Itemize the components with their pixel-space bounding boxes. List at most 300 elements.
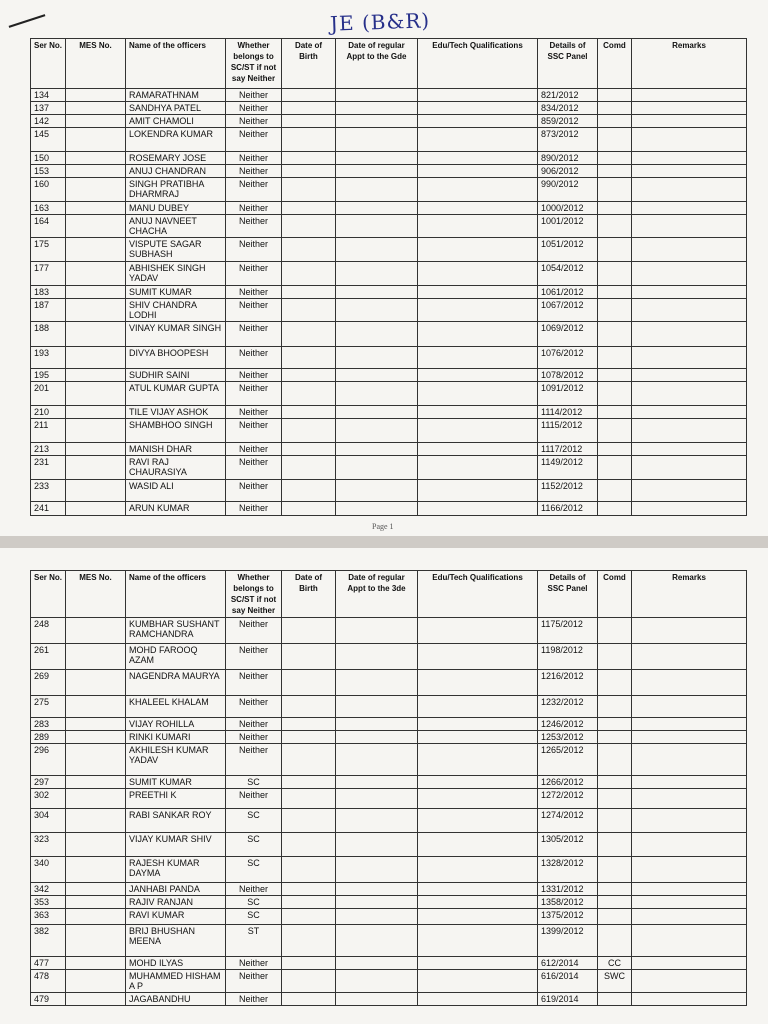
appt-date-cell — [336, 347, 418, 369]
appt-date-cell — [336, 102, 418, 115]
remarks-cell — [632, 696, 747, 718]
remarks-cell — [632, 89, 747, 102]
dob-cell — [282, 382, 336, 406]
qualification-cell — [418, 262, 538, 286]
table-row — [31, 286, 747, 299]
table-row — [31, 178, 747, 202]
ser-cell: 201 — [31, 382, 66, 406]
table-row — [31, 299, 747, 322]
ssc-panel-cell: 1076/2012 — [538, 347, 598, 369]
ser-cell: 175 — [31, 238, 66, 262]
mes-no-cell — [66, 993, 126, 1006]
category-cell: Neither — [226, 644, 282, 670]
qualification-cell — [418, 89, 538, 102]
category-cell: Neither — [226, 718, 282, 731]
table-row — [31, 970, 747, 993]
mes-no-cell — [66, 322, 126, 347]
table-row — [31, 789, 747, 809]
remarks-cell — [632, 178, 747, 202]
officer-name-cell: RAMARATHNAM — [126, 89, 226, 102]
officer-name-cell: RAVI KUMAR — [126, 909, 226, 925]
ser-cell: 163 — [31, 202, 66, 215]
pen-mark — [9, 14, 46, 28]
mes-no-cell — [66, 789, 126, 809]
dob-cell — [282, 970, 336, 993]
category-cell: Neither — [226, 299, 282, 322]
category-cell: Neither — [226, 883, 282, 896]
officer-name-cell: MOHD FAROOQ AZAM — [126, 644, 226, 670]
officer-name-cell: VIJAY KUMAR SHIV — [126, 833, 226, 857]
table-row — [31, 696, 747, 718]
category-cell: Neither — [226, 382, 282, 406]
qualification-cell — [418, 369, 538, 382]
officer-name-cell: PREETHI K — [126, 789, 226, 809]
col-ser-no: Ser No. — [31, 571, 66, 618]
category-cell: Neither — [226, 480, 282, 502]
dob-cell — [282, 670, 336, 696]
officer-name-cell: VINAY KUMAR SINGH — [126, 322, 226, 347]
dob-cell — [282, 857, 336, 883]
ser-cell: 382 — [31, 925, 66, 957]
ssc-panel-cell: 612/2014 — [538, 957, 598, 970]
ssc-panel-cell: 1399/2012 — [538, 925, 598, 957]
dob-cell — [282, 896, 336, 909]
officer-name-cell: ATUL KUMAR GUPTA — [126, 382, 226, 406]
category-cell: Neither — [226, 456, 282, 480]
col-dob: Date of Birth — [282, 39, 336, 89]
ser-cell: 134 — [31, 89, 66, 102]
dob-cell — [282, 347, 336, 369]
table-row — [31, 909, 747, 925]
col-name: Name of the officers — [126, 39, 226, 89]
dob-cell — [282, 789, 336, 809]
remarks-cell — [632, 925, 747, 957]
mes-no-cell — [66, 202, 126, 215]
qualification-cell — [418, 480, 538, 502]
comd-cell — [598, 322, 632, 347]
table-row — [31, 480, 747, 502]
qualification-cell — [418, 618, 538, 644]
remarks-cell — [632, 833, 747, 857]
remarks-cell — [632, 443, 747, 456]
table-row — [31, 718, 747, 731]
comd-cell — [598, 896, 632, 909]
comd-cell — [598, 809, 632, 833]
remarks-cell — [632, 382, 747, 406]
mes-no-cell — [66, 262, 126, 286]
officer-name-cell: RAJIV RANJAN — [126, 896, 226, 909]
category-cell: SC — [226, 833, 282, 857]
mes-no-cell — [66, 406, 126, 419]
ser-cell: 283 — [31, 718, 66, 731]
table-row — [31, 165, 747, 178]
category-cell: Neither — [226, 731, 282, 744]
qualification-cell — [418, 202, 538, 215]
officer-name-cell: ANUJ NAVNEET CHACHA — [126, 215, 226, 238]
table-row — [31, 925, 747, 957]
dob-cell — [282, 644, 336, 670]
col-ssc-panel: Details of SSC Panel — [538, 39, 598, 89]
qualification-cell — [418, 502, 538, 516]
remarks-cell — [632, 102, 747, 115]
ssc-panel-cell: 906/2012 — [538, 165, 598, 178]
remarks-cell — [632, 480, 747, 502]
remarks-cell — [632, 896, 747, 909]
ssc-panel-cell: 616/2014 — [538, 970, 598, 993]
officer-name-cell: SHAMBHOO SINGH — [126, 419, 226, 443]
mes-no-cell — [66, 369, 126, 382]
dob-cell — [282, 215, 336, 238]
ser-cell: 160 — [31, 178, 66, 202]
ser-cell: 145 — [31, 128, 66, 152]
ser-cell: 193 — [31, 347, 66, 369]
comd-cell — [598, 925, 632, 957]
qualification-cell — [418, 731, 538, 744]
ssc-panel-cell: 1265/2012 — [538, 744, 598, 776]
ssc-panel-cell: 1000/2012 — [538, 202, 598, 215]
qualification-cell — [418, 833, 538, 857]
comd-cell — [598, 744, 632, 776]
category-cell: Neither — [226, 789, 282, 809]
mes-no-cell — [66, 883, 126, 896]
appt-date-cell — [336, 696, 418, 718]
ssc-panel-cell: 1078/2012 — [538, 369, 598, 382]
table-row — [31, 443, 747, 456]
officer-name-cell: KHALEEL KHALAM — [126, 696, 226, 718]
table-row — [31, 896, 747, 909]
mes-no-cell — [66, 502, 126, 516]
ser-cell: 296 — [31, 744, 66, 776]
mes-no-cell — [66, 718, 126, 731]
qualification-cell — [418, 152, 538, 165]
remarks-cell — [632, 970, 747, 993]
col-remarks: Remarks — [632, 571, 747, 618]
table-row — [31, 262, 747, 286]
dob-cell — [282, 443, 336, 456]
ssc-panel-cell: 1067/2012 — [538, 299, 598, 322]
remarks-cell — [632, 644, 747, 670]
table-row — [31, 202, 747, 215]
dob-cell — [282, 776, 336, 789]
remarks-cell — [632, 262, 747, 286]
mes-no-cell — [66, 776, 126, 789]
category-cell: Neither — [226, 89, 282, 102]
remarks-cell — [632, 299, 747, 322]
officer-name-cell: VIJAY ROHILLA — [126, 718, 226, 731]
dob-cell — [282, 419, 336, 443]
dob-cell — [282, 102, 336, 115]
officer-name-cell: ABHISHEK SINGH YADAV — [126, 262, 226, 286]
officer-name-cell: LOKENDRA KUMAR — [126, 128, 226, 152]
comd-cell — [598, 883, 632, 896]
category-cell: Neither — [226, 322, 282, 347]
dob-cell — [282, 883, 336, 896]
col-comd: Comd — [598, 39, 632, 89]
remarks-cell — [632, 776, 747, 789]
dob-cell — [282, 744, 336, 776]
ssc-panel-cell: 1115/2012 — [538, 419, 598, 443]
mes-no-cell — [66, 644, 126, 670]
table-row — [31, 128, 747, 152]
officers-table-page-2 — [30, 570, 747, 1006]
ser-cell: 211 — [31, 419, 66, 443]
mes-no-cell — [66, 299, 126, 322]
appt-date-cell — [336, 128, 418, 152]
mes-no-cell — [66, 925, 126, 957]
ser-cell: 150 — [31, 152, 66, 165]
qualification-cell — [418, 957, 538, 970]
appt-date-cell — [336, 322, 418, 347]
appt-date-cell — [336, 299, 418, 322]
col-qualifications: Edu/Tech Qualifications — [418, 571, 538, 618]
col-appt: Date of regular Appt to the 3de — [336, 571, 418, 618]
remarks-cell — [632, 718, 747, 731]
officer-name-cell: MUHAMMED HISHAM A P — [126, 970, 226, 993]
dob-cell — [282, 262, 336, 286]
ser-cell: 478 — [31, 970, 66, 993]
document-page-2 — [0, 548, 768, 1024]
mes-no-cell — [66, 178, 126, 202]
category-cell: Neither — [226, 128, 282, 152]
comd-cell — [598, 202, 632, 215]
dob-cell — [282, 809, 336, 833]
ssc-panel-cell: 1253/2012 — [538, 731, 598, 744]
col-category: Whether belongs to SC/ST if not say Neither — [226, 571, 282, 618]
category-cell: SC — [226, 896, 282, 909]
ser-cell: 261 — [31, 644, 66, 670]
ser-cell: 142 — [31, 115, 66, 128]
ssc-panel-cell: 1232/2012 — [538, 696, 598, 718]
mes-no-cell — [66, 152, 126, 165]
qualification-cell — [418, 347, 538, 369]
officer-name-cell: MANU DUBEY — [126, 202, 226, 215]
appt-date-cell — [336, 731, 418, 744]
officers-table-page-1 — [30, 38, 747, 516]
comd-cell — [598, 456, 632, 480]
qualification-cell — [418, 419, 538, 443]
mes-no-cell — [66, 102, 126, 115]
table-header-row — [31, 39, 747, 89]
ssc-panel-cell: 1051/2012 — [538, 238, 598, 262]
qualification-cell — [418, 178, 538, 202]
dob-cell — [282, 502, 336, 516]
officer-name-cell: SUDHIR SAINI — [126, 369, 226, 382]
comd-cell — [598, 696, 632, 718]
table-row — [31, 347, 747, 369]
dob-cell — [282, 128, 336, 152]
page-number: Page 1 — [372, 522, 394, 531]
ser-cell: 187 — [31, 299, 66, 322]
ssc-panel-cell: 1246/2012 — [538, 718, 598, 731]
dob-cell — [282, 299, 336, 322]
ssc-panel-cell: 859/2012 — [538, 115, 598, 128]
officer-name-cell: SINGH PRATIBHA DHARMRAJ — [126, 178, 226, 202]
col-category: Whether belongs to SC/ST if not say Neither — [226, 39, 282, 89]
qualification-cell — [418, 896, 538, 909]
appt-date-cell — [336, 857, 418, 883]
remarks-cell — [632, 502, 747, 516]
ser-cell: 289 — [31, 731, 66, 744]
appt-date-cell — [336, 419, 418, 443]
mes-no-cell — [66, 215, 126, 238]
table-row — [31, 382, 747, 406]
ser-cell: 233 — [31, 480, 66, 502]
appt-date-cell — [336, 262, 418, 286]
officer-name-cell: RINKI KUMARI — [126, 731, 226, 744]
comd-cell — [598, 128, 632, 152]
mes-no-cell — [66, 744, 126, 776]
appt-date-cell — [336, 202, 418, 215]
officer-name-cell: AMIT CHAMOLI — [126, 115, 226, 128]
mes-no-cell — [66, 480, 126, 502]
ssc-panel-cell: 834/2012 — [538, 102, 598, 115]
remarks-cell — [632, 347, 747, 369]
appt-date-cell — [336, 670, 418, 696]
comd-cell — [598, 909, 632, 925]
col-ser-no: Ser No. — [31, 39, 66, 89]
mes-no-cell — [66, 696, 126, 718]
table-row — [31, 670, 747, 696]
remarks-cell — [632, 857, 747, 883]
category-cell: Neither — [226, 286, 282, 299]
qualification-cell — [418, 909, 538, 925]
remarks-cell — [632, 909, 747, 925]
qualification-cell — [418, 406, 538, 419]
appt-date-cell — [336, 89, 418, 102]
ssc-panel-cell: 890/2012 — [538, 152, 598, 165]
appt-date-cell — [336, 957, 418, 970]
table-row — [31, 502, 747, 516]
table-row — [31, 993, 747, 1006]
comd-cell — [598, 165, 632, 178]
comd-cell — [598, 152, 632, 165]
comd-cell — [598, 670, 632, 696]
mes-no-cell — [66, 833, 126, 857]
ssc-panel-cell: 1175/2012 — [538, 618, 598, 644]
ssc-panel-cell: 1266/2012 — [538, 776, 598, 789]
qualification-cell — [418, 382, 538, 406]
category-cell: SC — [226, 909, 282, 925]
mes-no-cell — [66, 238, 126, 262]
ser-cell: 275 — [31, 696, 66, 718]
qualification-cell — [418, 322, 538, 347]
comd-cell — [598, 857, 632, 883]
mes-no-cell — [66, 115, 126, 128]
appt-date-cell — [336, 502, 418, 516]
officer-name-cell: RAJESH KUMAR DAYMA — [126, 857, 226, 883]
ssc-panel-cell: 1152/2012 — [538, 480, 598, 502]
mes-no-cell — [66, 347, 126, 369]
remarks-cell — [632, 369, 747, 382]
table-row — [31, 731, 747, 744]
ssc-panel-cell: 1069/2012 — [538, 322, 598, 347]
appt-date-cell — [336, 833, 418, 857]
appt-date-cell — [336, 776, 418, 789]
ssc-panel-cell: 1198/2012 — [538, 644, 598, 670]
ssc-panel-cell: 1331/2012 — [538, 883, 598, 896]
remarks-cell — [632, 419, 747, 443]
dob-cell — [282, 178, 336, 202]
dob-cell — [282, 322, 336, 347]
col-qualifications: Edu/Tech Qualifications — [418, 39, 538, 89]
dob-cell — [282, 369, 336, 382]
appt-date-cell — [336, 480, 418, 502]
ssc-panel-cell: 990/2012 — [538, 178, 598, 202]
remarks-cell — [632, 809, 747, 833]
dob-cell — [282, 925, 336, 957]
qualification-cell — [418, 215, 538, 238]
mes-no-cell — [66, 670, 126, 696]
dob-cell — [282, 909, 336, 925]
officer-name-cell: BRIJ BHUSHAN MEENA — [126, 925, 226, 957]
handwritten-title: JE (B&R) — [329, 8, 431, 36]
ser-cell: 210 — [31, 406, 66, 419]
mes-no-cell — [66, 128, 126, 152]
ser-cell: 183 — [31, 286, 66, 299]
appt-date-cell — [336, 406, 418, 419]
ser-cell: 477 — [31, 957, 66, 970]
ser-cell: 153 — [31, 165, 66, 178]
remarks-cell — [632, 202, 747, 215]
qualification-cell — [418, 456, 538, 480]
appt-date-cell — [336, 993, 418, 1006]
ssc-panel-cell: 821/2012 — [538, 89, 598, 102]
category-cell: Neither — [226, 165, 282, 178]
mes-no-cell — [66, 731, 126, 744]
qualification-cell — [418, 115, 538, 128]
ser-cell: 302 — [31, 789, 66, 809]
remarks-cell — [632, 238, 747, 262]
table-row — [31, 238, 747, 262]
comd-cell — [598, 115, 632, 128]
category-cell: Neither — [226, 152, 282, 165]
officer-name-cell: TILE VIJAY ASHOK — [126, 406, 226, 419]
appt-date-cell — [336, 809, 418, 833]
qualification-cell — [418, 809, 538, 833]
officer-name-cell: VISPUTE SAGAR SUBHASH — [126, 238, 226, 262]
category-cell: Neither — [226, 347, 282, 369]
ssc-panel-cell: 1216/2012 — [538, 670, 598, 696]
category-cell: Neither — [226, 202, 282, 215]
table-header-row — [31, 571, 747, 618]
ser-cell: 231 — [31, 456, 66, 480]
officer-name-cell: NAGENDRA MAURYA — [126, 670, 226, 696]
table-row — [31, 883, 747, 896]
officer-name-cell: MOHD ILYAS — [126, 957, 226, 970]
comd-cell — [598, 369, 632, 382]
ser-cell: 177 — [31, 262, 66, 286]
comd-cell — [598, 443, 632, 456]
appt-date-cell — [336, 456, 418, 480]
appt-date-cell — [336, 718, 418, 731]
category-cell: SC — [226, 776, 282, 789]
table-row — [31, 89, 747, 102]
officer-name-cell: ROSEMARY JOSE — [126, 152, 226, 165]
remarks-cell — [632, 128, 747, 152]
ssc-panel-cell: 1114/2012 — [538, 406, 598, 419]
remarks-cell — [632, 618, 747, 644]
mes-no-cell — [66, 909, 126, 925]
mes-no-cell — [66, 165, 126, 178]
category-cell: Neither — [226, 957, 282, 970]
qualification-cell — [418, 883, 538, 896]
mes-no-cell — [66, 286, 126, 299]
ser-cell: 213 — [31, 443, 66, 456]
category-cell: Neither — [226, 696, 282, 718]
ser-cell: 353 — [31, 896, 66, 909]
appt-date-cell — [336, 238, 418, 262]
dob-cell — [282, 618, 336, 644]
